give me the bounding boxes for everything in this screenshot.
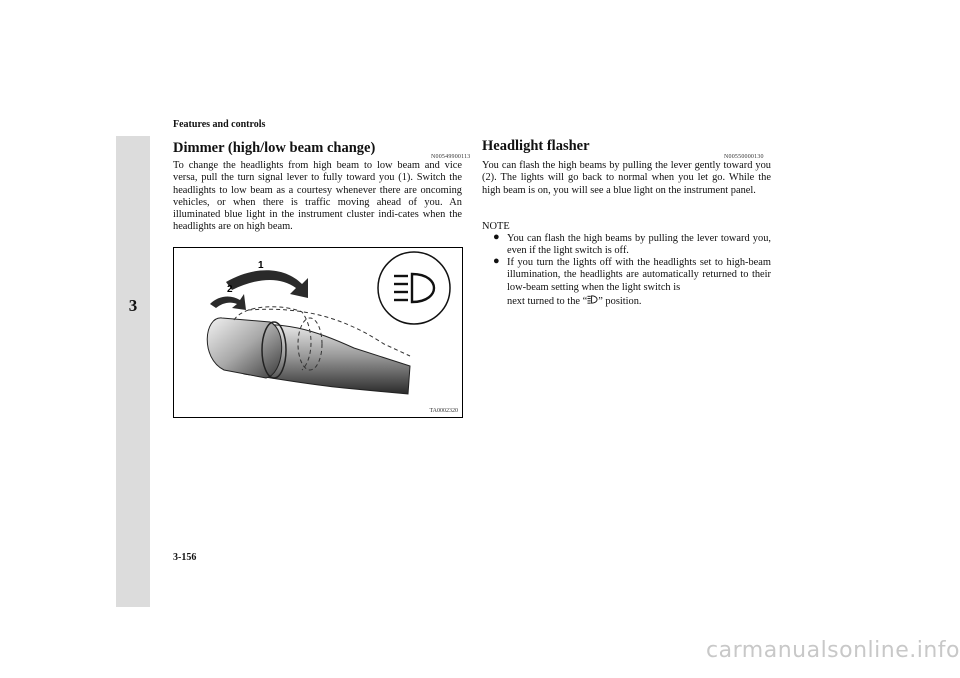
note-item-2-tail-after: ” position. — [598, 296, 642, 307]
chapter-number: 3 — [128, 296, 138, 315]
arrow-label-2: 2 — [227, 284, 233, 295]
flasher-body: You can flash the high beams by pulling the lever gently toward you (2). The lights will go back to normal when you let go. While the high beam is on, you will see a blue light on the instrument panel. — [482, 160, 771, 196]
dimmer-body: To change the headlights from high beam to low beam and vice versa, pull the turn signal lever to fully toward you (1). Switch the headlights to low beam as a courtesy whenever there are oncoming vehicles, or when there is traffic moving ahead of you. An illuminated blue light in the instrument cluster indi-cates when the headlights are on high beam. — [173, 160, 462, 233]
flasher-code: N00550000130 — [724, 154, 764, 160]
arrow-label-1: 1 — [258, 260, 264, 271]
lever-illustration — [174, 248, 462, 417]
page-number: 3-156 — [173, 552, 197, 563]
figure-lever — [173, 247, 463, 418]
flasher-title: Headlight flasher — [482, 138, 590, 154]
arrow-2 — [210, 294, 246, 310]
chapter-tab — [116, 136, 150, 607]
arrow-1 — [226, 270, 308, 298]
section-header: Features and controls — [173, 119, 266, 130]
note-bullet: ● — [493, 231, 500, 243]
watermark: carmanualsonline.info — [706, 638, 960, 663]
figure-code: TA0002320 — [429, 408, 458, 414]
note-item-2-tail — [507, 294, 642, 309]
note-bullet: ● — [493, 255, 500, 267]
dimmer-code: N00549900113 — [431, 154, 471, 160]
note-item-2-tail-before: next turned to the “ — [507, 296, 588, 307]
note-label: NOTE — [482, 221, 510, 232]
lever-knob — [207, 318, 281, 378]
high-beam-indicator-icon — [378, 252, 450, 324]
note-item-2: If you turn the lights off with the headlights set to high-beam illumination, the headlights are automatically returned to their low-beam setting when the light switch is — [507, 257, 771, 293]
note-item-1: You can flash the high beams by pulling the lever toward you, even if the light switch is off. — [507, 233, 771, 257]
headlight-symbol-icon — [587, 294, 598, 305]
dimmer-title: Dimmer (high/low beam change) — [173, 140, 376, 156]
